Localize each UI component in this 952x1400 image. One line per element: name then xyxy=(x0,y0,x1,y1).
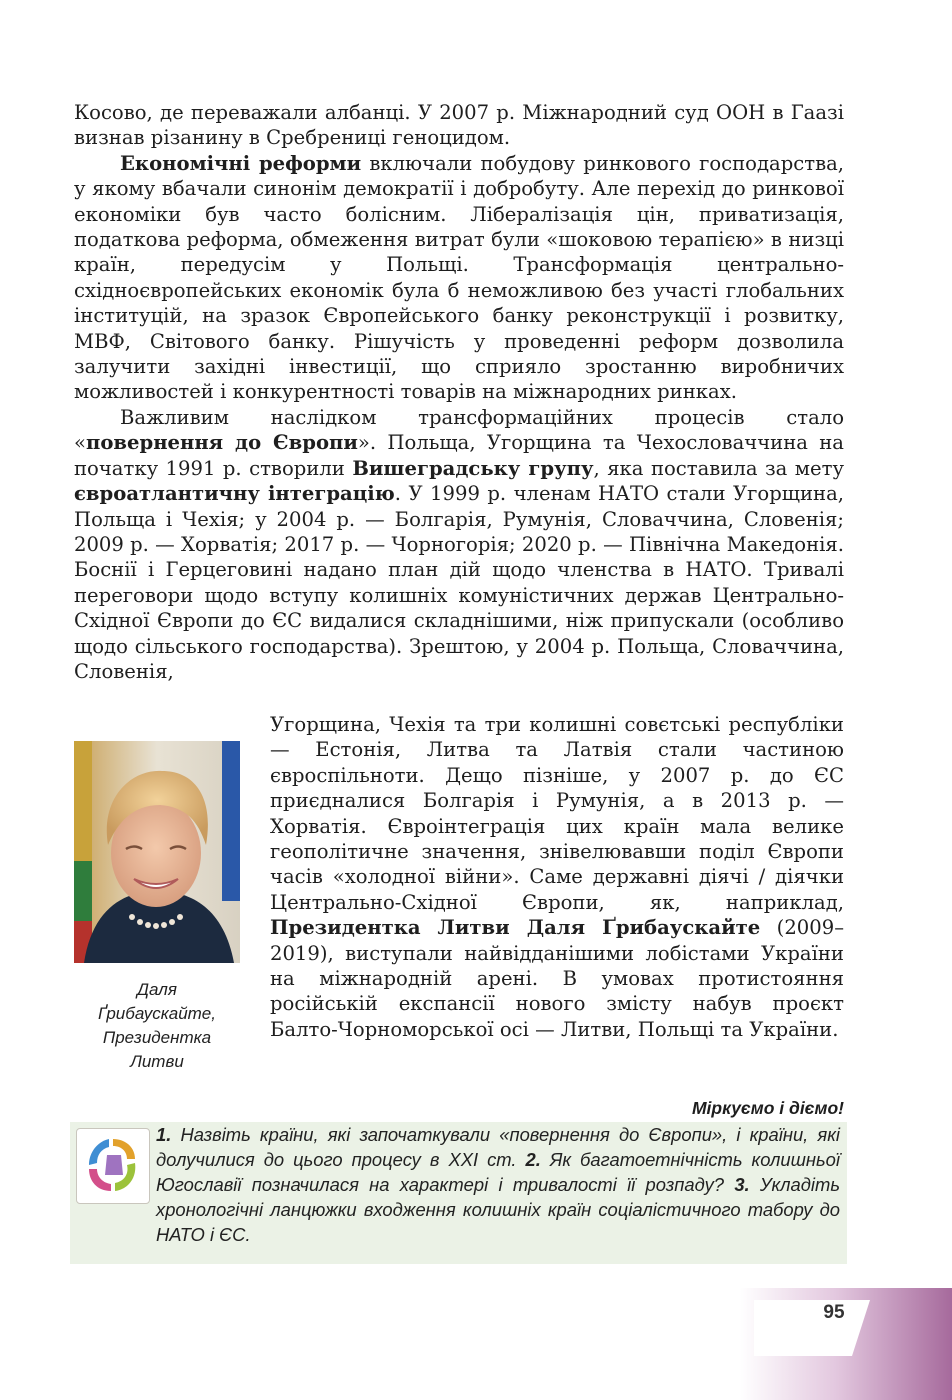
task-number-3: 3. xyxy=(734,1174,750,1195)
hands-circle-icon xyxy=(76,1128,150,1204)
term-euroatlantic-integration: євроатлантичну інтеграцію xyxy=(74,482,395,506)
paragraph-kosovo: Косово, де переважали албанці. У 2007 р. Міжнародний суд ООН в Гаазі визнав різанину в Сребрениці геноцидом. xyxy=(74,101,844,150)
task-3: Укладіть хронологічні ланцюжки входження колишніх країн соціалістичного табору до НАТО і ЄС. xyxy=(156,1174,840,1245)
main-text-top xyxy=(74,100,844,684)
text-fragment: Угорщина, Чехія та три колишні совєтські республіки — Естонія, Литва та Латвія стали частиною євроспільноти. Дещо пізніше, у 2007 р. до ЄС приєдналися Болгарія і Румунія, а в 2013 р. — Хорватія. Євроінтеграція цих країн мала велике геополітичне значення, знівелювавши поділ Європи часів «холодної війни». Саме державні діячі / діячки Центрально-Східної Європи, як, наприклад, xyxy=(270,713,844,914)
text-fragment: Важливим наслідком трансформаційних процесів стало « xyxy=(74,405,844,455)
task-1: Назвіть країни, які започаткували «повернення до Європи», і країни, які долучилися до цього процесу в XXI ст. xyxy=(156,1124,840,1170)
task-number-1: 1. xyxy=(156,1124,172,1145)
text-fragment: (2009–2019), виступали найвідданішими лобістами України на міжнародній арені. В умовах протистояння російській експансії нового змісту набув проєкт Балто-Чорноморської осі — Литви, Польщі та України. xyxy=(270,916,844,1041)
photo-caption xyxy=(74,978,240,1074)
term-visegrad-group: Вишеградську групу xyxy=(352,456,594,480)
caption-line: Даля xyxy=(137,980,177,999)
term-president-lithuania: Президентка Литви Даля Ґрибаускайте xyxy=(270,916,761,940)
main-text-side xyxy=(270,712,844,1042)
task-2: Як багатоетнічність колишньої Югославії позначилася на характері і тривалості її розпаду? xyxy=(156,1149,840,1195)
tasks-text xyxy=(156,1122,840,1247)
tasks-box xyxy=(70,1122,847,1264)
task-number-2: 2. xyxy=(525,1149,541,1170)
caption-line: Президентка xyxy=(102,1028,212,1047)
term-economic-reforms: Економічні реформи xyxy=(120,151,362,175)
page-number: 95 xyxy=(823,1302,845,1323)
text-fragment: ». Польща, Угорщина та Чехословаччина на початку 1991 р. створили xyxy=(74,431,844,480)
caption-line: Ґрибаускайте, xyxy=(97,1004,216,1023)
paragraph-eu-accession xyxy=(270,712,844,1042)
term-return-to-europe: повернення до Європи xyxy=(86,431,358,455)
paragraph-return-to-europe xyxy=(74,405,844,684)
text-fragment: . У 1999 р. членам НАТО стали Угорщина, Польща і Чехія; у 2004 р. — Болгарія, Румунія, Словаччина, Словенія; 2009 р. — Хорватія; 2017 р. — Чорногорія; 2020 р. — Північна Македонія. Боснії і Герцеговині надано план дій щодо членства в НАТО. Тривалі переговори щодо вступу колишніх комуністичних держав Центрально-Східної Європи до ЄС видалися складнішими, ніж припускали (особливо щодо сільського господарства). Зрештою, у 2004 р. Польща, Словаччина, Словенія, xyxy=(74,482,845,683)
text-fragment: , яка поставила за мету xyxy=(593,456,844,480)
portrait-photo xyxy=(74,741,240,963)
tasks-heading: Міркуємо і діємо! xyxy=(691,1098,844,1118)
caption-line: Литви xyxy=(130,1052,184,1071)
portrait-illustration xyxy=(74,741,240,963)
paragraph-economic-reforms-text: включали побудову ринкового господарства, у якому вбачали синонім демократії і добробуту. Але перехід до ринкової економіки був часто болісним. Лібералізація цін, приватизація, податкова реформа, обмеження витрат були «шоковою терапією» в низці країн, передусім у Польщі. Трансформація центрально-східноєвропейських економік була б неможливою без участі глобальних інституцій, на зразок Європейського банку реконструкції і розвитку, МВФ, Світового банку. Рішучість у проведенні реформ дозволила залучити західні інвестиції, що сприяло зростанню виробничих можливостей і конкурентності товарів на міжнародних ринках. xyxy=(74,151,845,404)
hands-icon-graphic xyxy=(77,1129,149,1203)
paragraph-economic-reforms xyxy=(74,151,844,405)
